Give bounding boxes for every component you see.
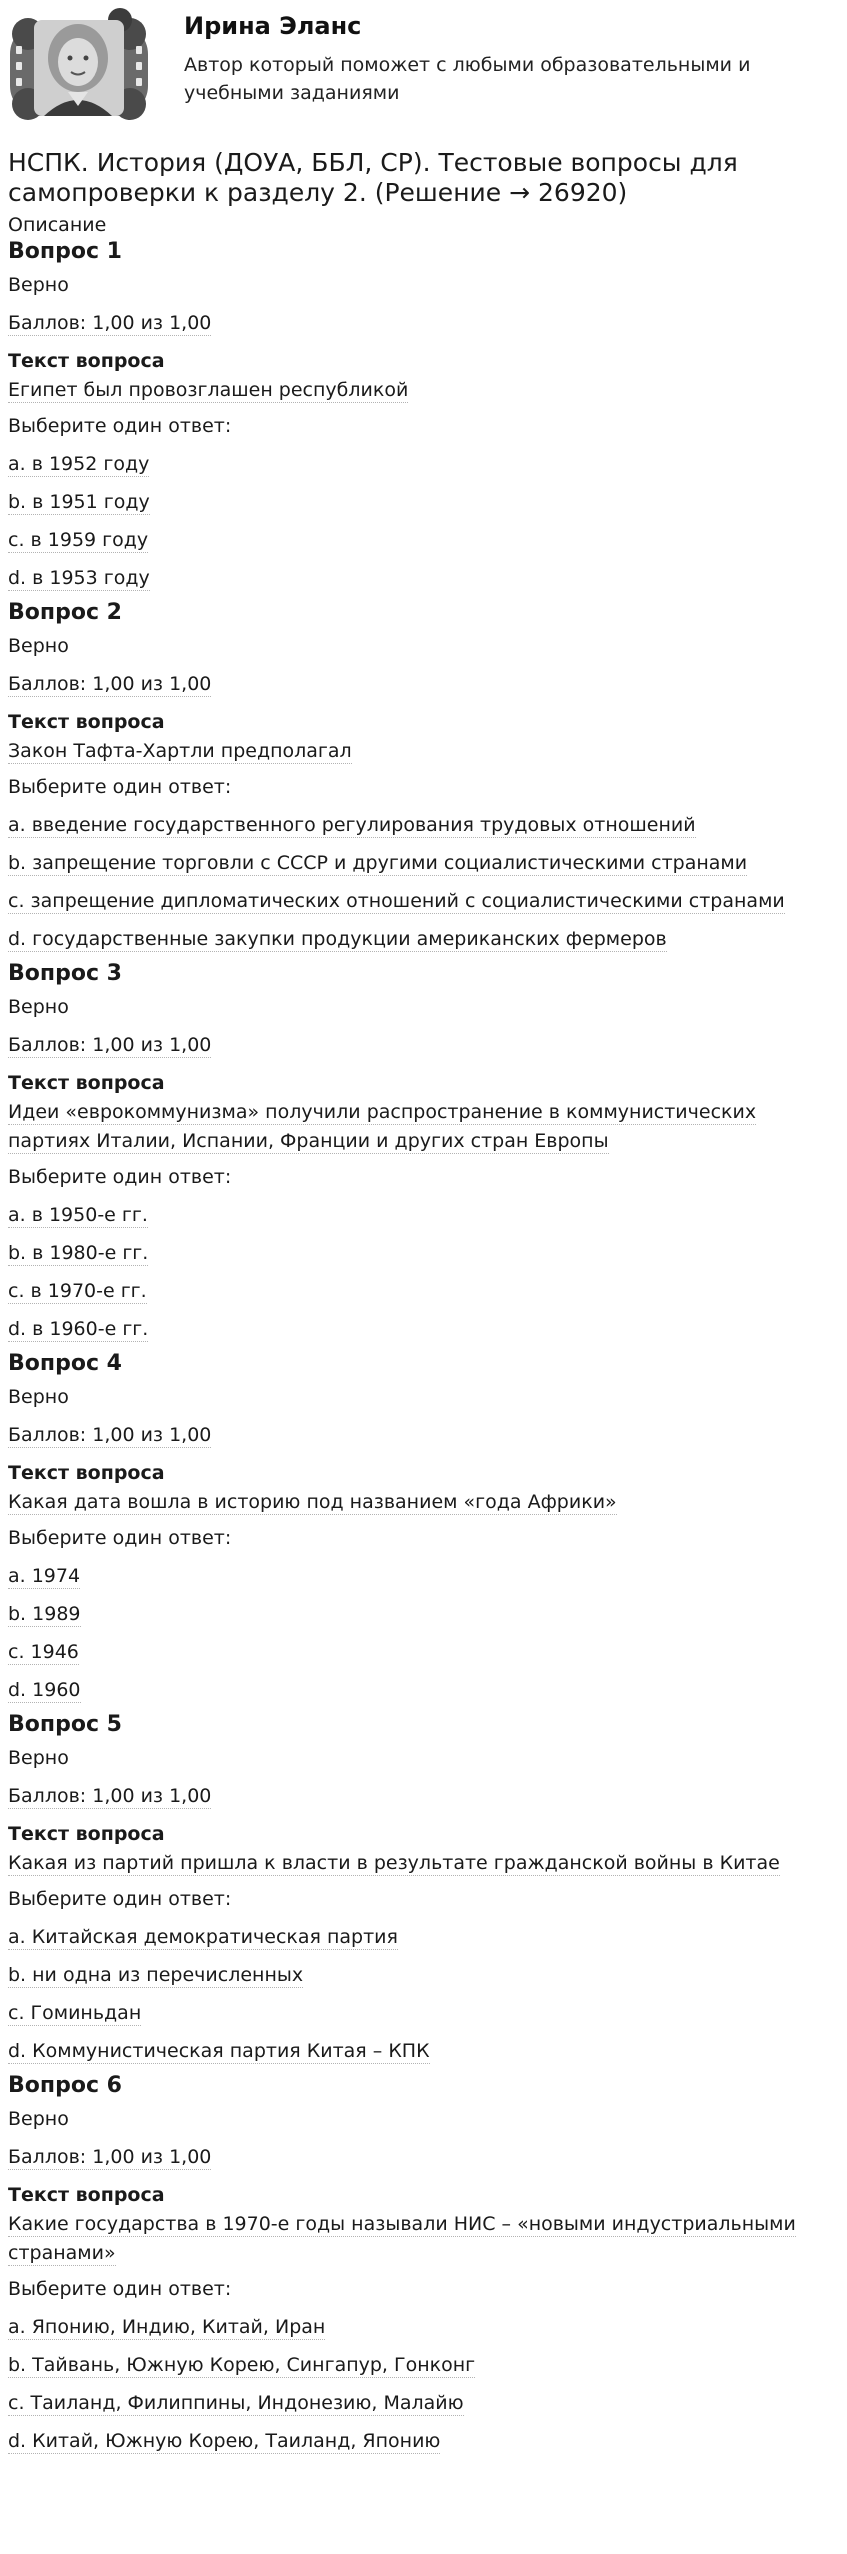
- answer-option-text[interactable]: d. Китай, Южную Корею, Таиланд, Японию: [8, 2430, 441, 2452]
- question-text-label-text: Текст вопроса: [8, 1462, 165, 1484]
- answer-option-text[interactable]: c. в 1959 году: [8, 529, 149, 551]
- question-status: [8, 2107, 838, 2131]
- question-text: [8, 1098, 838, 1156]
- answer-option[interactable]: [8, 1925, 838, 1949]
- question-status-text: Верно: [8, 635, 69, 657]
- answer-option-text[interactable]: b. в 1951 году: [8, 491, 150, 513]
- question-title: [8, 961, 838, 987]
- avatar: [8, 6, 150, 130]
- question-title: [8, 600, 838, 626]
- questions-list: [8, 239, 838, 2461]
- answer-option-text[interactable]: b. в 1980-е гг.: [8, 1242, 149, 1264]
- question-title: [8, 1351, 838, 1377]
- choose-one-label: [8, 2277, 838, 2301]
- answer-option[interactable]: [8, 2429, 838, 2453]
- question-spacer: [8, 951, 838, 959]
- question-score-text: Баллов: 1,00 из 1,00: [8, 1785, 212, 1807]
- question-title-text: Вопрос 4: [8, 1351, 122, 1376]
- answer-option[interactable]: [8, 1203, 838, 1227]
- question-spacer: [8, 1341, 838, 1349]
- author-header: [0, 0, 847, 140]
- answer-option-text[interactable]: c. Гоминьдан: [8, 2002, 142, 2024]
- question-status-text: Верно: [8, 274, 69, 296]
- question-score-text: Баллов: 1,00 из 1,00: [8, 1034, 212, 1056]
- page-title: НСПК. История (ДОУА, ББЛ, СР). Тестовые вопросы для самопроверки к разделу 2. (Решение → 26920): [8, 148, 738, 207]
- question-text-label: [8, 710, 838, 734]
- question-text-text: Какая дата вошла в историю под названием «года Африки»: [8, 1491, 617, 1513]
- question-title-text: Вопрос 5: [8, 1712, 122, 1737]
- answer-option-text[interactable]: b. 1989: [8, 1603, 81, 1625]
- question-status: [8, 995, 838, 1019]
- question-text-text: Идеи «еврокоммунизма» получили распространение в коммунистических партиях Италии, Испании, Франции и других стран Европы: [8, 1101, 757, 1152]
- answer-option[interactable]: [8, 1678, 838, 1702]
- answer-option-text[interactable]: c. Таиланд, Филиппины, Индонезию, Малайю: [8, 2392, 464, 2414]
- answer-option[interactable]: [8, 490, 838, 514]
- question-status: [8, 273, 838, 297]
- choose-one-label-text: Выберите один ответ:: [8, 1888, 232, 1910]
- answer-option[interactable]: [8, 851, 838, 875]
- answer-option[interactable]: [8, 813, 838, 837]
- question-text-label: [8, 2183, 838, 2207]
- answer-option[interactable]: [8, 1963, 838, 1987]
- main-content: [8, 148, 838, 2461]
- question-status: [8, 1746, 838, 1770]
- answer-option-text[interactable]: c. в 1970-е гг.: [8, 1280, 147, 1302]
- question-text-label-text: Текст вопроса: [8, 1823, 165, 1845]
- question-text-text: Какие государства в 1970-е годы называли НИС – «новыми индустриальными странами»: [8, 2213, 796, 2264]
- question-text: [8, 737, 838, 766]
- question-score: [8, 672, 838, 696]
- answer-option-text[interactable]: a. введение государственного регулирования трудовых отношений: [8, 814, 696, 836]
- answer-option[interactable]: [8, 2001, 838, 2025]
- question-text-label-text: Текст вопроса: [8, 350, 165, 372]
- author-name[interactable]: Ирина Эланс: [184, 12, 362, 40]
- question-spacer: [8, 590, 838, 598]
- answer-option[interactable]: [8, 927, 838, 951]
- answer-option[interactable]: [8, 452, 838, 476]
- question-status-text: Верно: [8, 2108, 69, 2130]
- question-text: [8, 1849, 838, 1878]
- question-text-label-text: Текст вопроса: [8, 711, 165, 733]
- question-status-text: Верно: [8, 1386, 69, 1408]
- question-score: [8, 1423, 838, 1447]
- author-description: Автор который поможет с любыми образовательными и учебными заданиями: [184, 54, 751, 104]
- answer-option[interactable]: [8, 1317, 838, 1341]
- question-block: [8, 961, 838, 1349]
- answer-option-text[interactable]: a. в 1950-е гг.: [8, 1204, 148, 1226]
- answer-option[interactable]: [8, 1279, 838, 1303]
- answer-option-text[interactable]: b. Тайвань, Южную Корею, Сингапур, Гонконг: [8, 2354, 476, 2376]
- choose-one-label-text: Выберите один ответ:: [8, 1527, 232, 1549]
- question-text-text: Какая из партий пришла к власти в результате гражданской войны в Китае: [8, 1852, 780, 1874]
- answer-option[interactable]: [8, 889, 838, 913]
- question-score: [8, 311, 838, 335]
- answer-option-text[interactable]: a. Японию, Индию, Китай, Иран: [8, 2316, 326, 2338]
- answer-option[interactable]: [8, 1602, 838, 1626]
- answer-option-text[interactable]: d. государственные закупки продукции американских фермеров: [8, 928, 667, 950]
- question-text-label: [8, 1071, 838, 1095]
- question-score-text: Баллов: 1,00 из 1,00: [8, 673, 212, 695]
- description-label: Описание: [8, 214, 107, 236]
- question-text: [8, 376, 838, 405]
- film-reel-avatar-image: [8, 6, 150, 130]
- answer-option[interactable]: [8, 2391, 838, 2415]
- answer-option[interactable]: [8, 1241, 838, 1265]
- question-spacer: [8, 2063, 838, 2071]
- question-title-text: Вопрос 2: [8, 600, 122, 625]
- question-text-label-text: Текст вопроса: [8, 2184, 165, 2206]
- choose-one-label: [8, 775, 838, 799]
- question-title-text: Вопрос 1: [8, 239, 122, 264]
- answer-option-text[interactable]: b. запрещение торговли с СССР и другими социалистическими странами: [8, 852, 748, 874]
- question-block: [8, 2073, 838, 2461]
- question-spacer: [8, 2453, 838, 2461]
- question-text: [8, 1488, 838, 1517]
- question-score-text: Баллов: 1,00 из 1,00: [8, 312, 212, 334]
- answer-option-text[interactable]: b. ни одна из перечисленных: [8, 1964, 304, 1986]
- question-text: [8, 2210, 838, 2268]
- question-text-label: [8, 1822, 838, 1846]
- answer-option-text[interactable]: c. 1946: [8, 1641, 79, 1663]
- question-text-label-text: Текст вопроса: [8, 1072, 165, 1094]
- choose-one-label-text: Выберите один ответ:: [8, 415, 232, 437]
- answer-option-text[interactable]: a. Китайская демократическая партия: [8, 1926, 398, 1948]
- question-score-text: Баллов: 1,00 из 1,00: [8, 2146, 212, 2168]
- choose-one-label: [8, 1165, 838, 1189]
- question-text-text: Закон Тафта-Хартли предполагал: [8, 740, 352, 762]
- question-score: [8, 2145, 838, 2169]
- answer-option-text[interactable]: d. в 1960-е гг.: [8, 1318, 149, 1340]
- question-title: [8, 239, 838, 265]
- answer-option[interactable]: [8, 566, 838, 590]
- question-title-text: Вопрос 3: [8, 961, 122, 986]
- answer-option[interactable]: [8, 1640, 838, 1664]
- question-block: [8, 1712, 838, 2071]
- answer-option-text[interactable]: d. в 1953 году: [8, 567, 150, 589]
- question-status: [8, 634, 838, 658]
- choose-one-label: [8, 1526, 838, 1550]
- question-score-text: Баллов: 1,00 из 1,00: [8, 1424, 212, 1446]
- question-text-label: [8, 1461, 838, 1485]
- question-title: [8, 1712, 838, 1738]
- answer-option[interactable]: [8, 2039, 838, 2063]
- choose-one-label-text: Выберите один ответ:: [8, 1166, 232, 1188]
- choose-one-label: [8, 414, 838, 438]
- question-title-text: Вопрос 6: [8, 2073, 122, 2098]
- answer-option[interactable]: [8, 2315, 838, 2339]
- answer-option[interactable]: [8, 2353, 838, 2377]
- answer-option-text[interactable]: c. запрещение дипломатических отношений с социалистическими странами: [8, 890, 785, 912]
- answer-option[interactable]: [8, 1564, 838, 1588]
- answer-option-text[interactable]: a. в 1952 году: [8, 453, 150, 475]
- answer-option[interactable]: [8, 528, 838, 552]
- choose-one-label: [8, 1887, 838, 1911]
- answer-option-text[interactable]: a. 1974: [8, 1565, 81, 1587]
- answer-option-text[interactable]: d. 1960: [8, 1679, 81, 1701]
- question-status-text: Верно: [8, 1747, 69, 1769]
- question-spacer: [8, 1702, 838, 1710]
- question-title: [8, 2073, 838, 2099]
- question-text-label: [8, 349, 838, 373]
- choose-one-label-text: Выберите один ответ:: [8, 2278, 232, 2300]
- question-status-text: Верно: [8, 996, 69, 1018]
- question-block: [8, 600, 838, 959]
- choose-one-label-text: Выберите один ответ:: [8, 776, 232, 798]
- question-block: [8, 1351, 838, 1710]
- question-score: [8, 1033, 838, 1057]
- question-block: [8, 239, 838, 598]
- question-text-text: Египет был провозглашен республикой: [8, 379, 409, 401]
- answer-option-text[interactable]: d. Коммунистическая партия Китая – КПК: [8, 2040, 430, 2062]
- question-status: [8, 1385, 838, 1409]
- question-score: [8, 1784, 838, 1808]
